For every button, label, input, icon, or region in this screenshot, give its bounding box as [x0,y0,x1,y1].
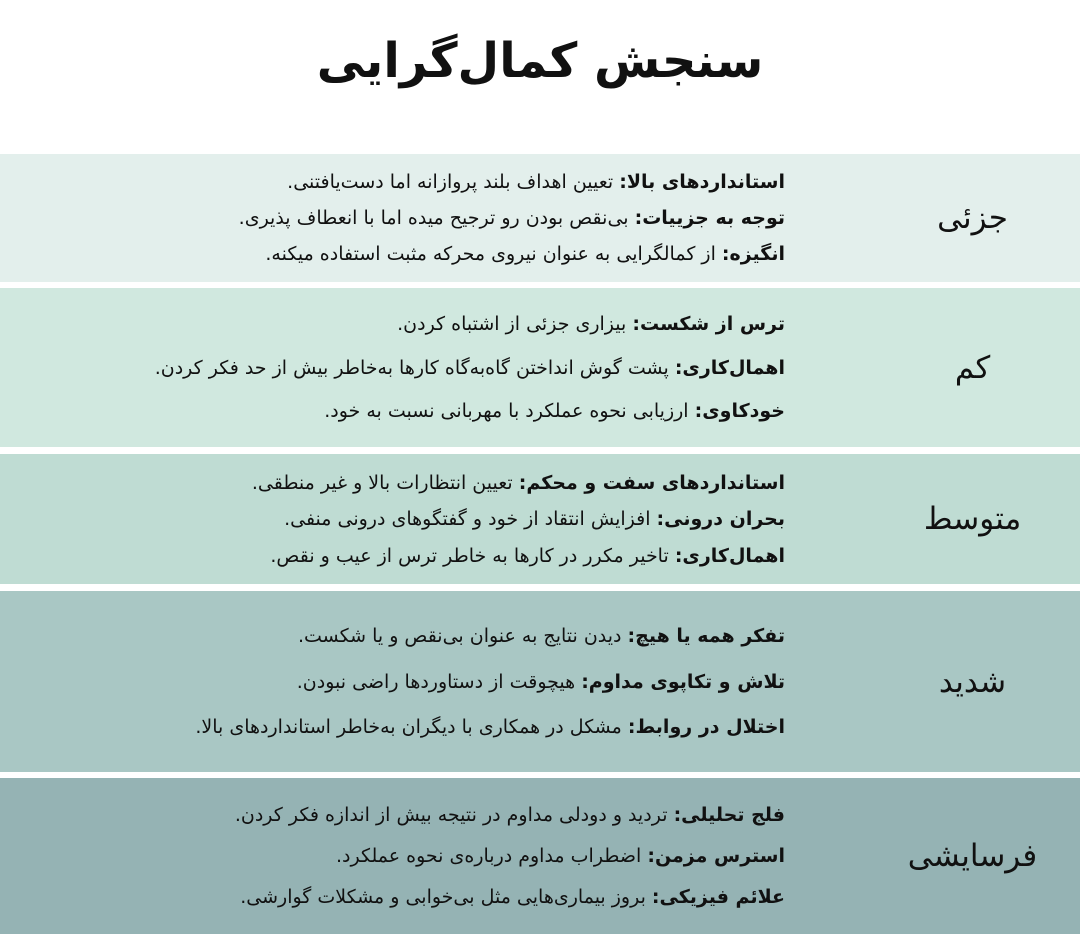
detail-text: افزایش انتقاد از خود و گفتگوهای درونی منفی. [284,508,657,530]
detail-key: اهمال‌کاری: [674,544,785,567]
detail-key: اهمال‌کاری: [674,356,785,379]
level-row-exhausting [0,778,1080,934]
detail-key: خودکاوی: [694,400,785,423]
detail-text: بروز بیماری‌هایی مثل بی‌خوابی و مشکلات گوارشی. [240,886,652,908]
detail-key: علائم فیزیکی: [651,886,785,908]
page-title: سنجش کمال‌گرایی [316,33,764,89]
detail-text: تعیین انتظارات بالا و غیر منطقی. [251,471,519,494]
detail-item [30,668,785,696]
detail-item [30,713,785,741]
detail-text: تعیین اهداف بلند پروازانه اما دست‌یافتنی. [287,171,620,193]
detail-text: بیزاری جزئی از اشتباه کردن. [397,312,633,335]
detail-item [30,310,785,338]
detail-item [30,505,785,533]
detail-text: اضطراب مداوم درباره‌ی نحوه عملکرد. [336,845,648,867]
detail-text: تاخیر مکرر در کارها به خاطر ترس از عیب و نقص. [270,544,675,567]
detail-text: هیچوقت از دستاوردها راضی نبودن. [296,670,582,693]
detail-text: تردید و دودلی مداوم در نتیجه بیش از اندازه فکر کردن. [234,804,674,826]
level-details [30,288,785,447]
level-label: فرسایشی [907,838,1038,874]
level-details [30,154,785,282]
level-row-moderate [0,454,1080,584]
detail-item [30,801,785,829]
detail-text: مشکل در همکاری با دیگران به‌خاطر استانداردهای بالا. [195,715,628,738]
detail-key: اختلال در روابط: [627,715,785,738]
detail-key: استانداردهای بالا: [619,171,785,193]
level-row-partial [0,154,1080,282]
detail-key: توجه به جزییات: [634,207,785,229]
level-details [30,591,785,772]
detail-item [30,397,785,425]
detail-text: از کمالگرایی به عنوان نیروی محرکه مثبت استفاده میکنه. [265,243,722,265]
detail-key: انگیزه: [721,243,785,265]
detail-text: پشت گوش انداختن گاه‌به‌گاه کارها به‌خاطر بیش از حد فکر کردن. [154,356,675,379]
detail-key: تلاش و تکاپوی مداوم: [581,670,785,693]
detail-key: استرس مزمن: [647,845,785,867]
detail-item [30,469,785,497]
detail-text: دیدن نتایج به عنوان بی‌نقص و یا شکست. [297,625,628,648]
detail-item [30,168,785,196]
level-details [30,454,785,584]
detail-item [30,842,785,870]
detail-item [30,542,785,570]
detail-key: استانداردهای سفت و محکم: [518,471,785,494]
detail-item [30,883,785,911]
level-row-low [0,288,1080,447]
detail-text: ارزیابی نحوه عملکرد با مهربانی نسبت به خود. [324,400,695,423]
detail-key: بحران درونی: [656,508,785,530]
level-label: کم [954,349,991,386]
level-label: شدید [938,663,1007,700]
detail-key: ترس از شکست: [632,312,785,335]
detail-key: تفکر همه یا هیچ: [627,625,785,648]
level-label: جزئی [937,200,1008,236]
detail-item [30,622,785,650]
detail-text: بی‌نقص بودن رو ترجیح میده اما با انعطاف پذیری. [238,207,635,229]
level-row-severe [0,591,1080,772]
detail-item [30,354,785,382]
level-label: متوسط [923,501,1022,537]
detail-item [30,204,785,232]
detail-item [30,240,785,268]
detail-key: فلج تحلیلی: [673,804,785,826]
level-details [30,778,785,934]
